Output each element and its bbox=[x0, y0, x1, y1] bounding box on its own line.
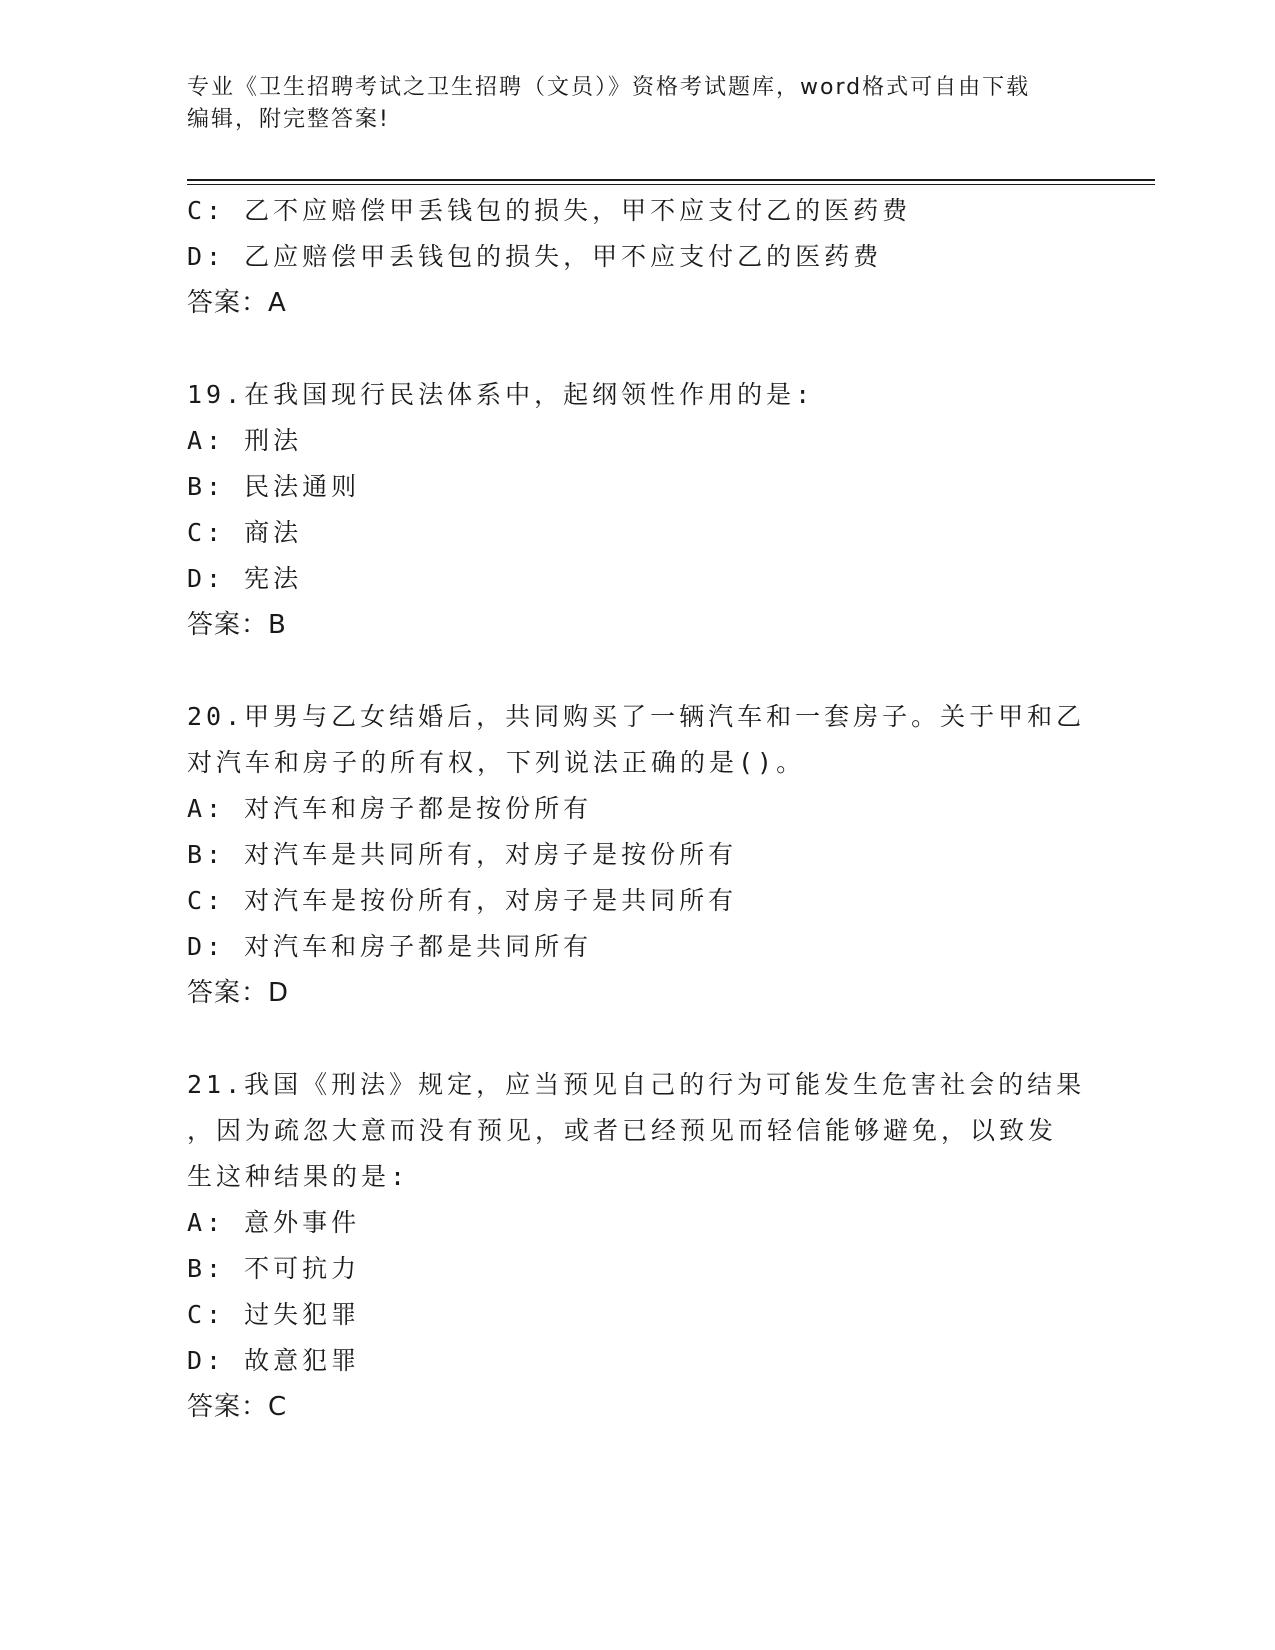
spacer bbox=[187, 648, 1087, 694]
option-d: D: 对汽车和房子都是共同所有 bbox=[187, 932, 593, 961]
question-stem-line-2: 对汽车和房子的所有权，下列说法正确的是()。 bbox=[187, 748, 806, 777]
question-stem-line-1: 21.我国《刑法》规定，应当预见自己的行为可能发生危害社会的结果 bbox=[187, 1070, 1086, 1099]
option-a: A: 对汽车和房子都是按份所有 bbox=[187, 794, 593, 823]
option-d: D: 故意犯罪 bbox=[187, 1346, 361, 1375]
answer-label: 答案：B bbox=[187, 610, 287, 640]
answer-label: 答案：A bbox=[187, 288, 287, 318]
option-c: C: 过失犯罪 bbox=[187, 1300, 361, 1329]
question-block-21 bbox=[187, 1062, 1087, 1430]
option-b: B: 民法通则 bbox=[187, 472, 361, 501]
question-list bbox=[187, 188, 1087, 1430]
header-divider-thin bbox=[187, 184, 1155, 185]
question-stem: 19.在我国现行民法体系中，起纲领性作用的是: bbox=[187, 380, 815, 409]
option-c: C: 乙不应赔偿甲丢钱包的损失，甲不应支付乙的医药费 bbox=[187, 196, 912, 225]
option-b: B: 对汽车是共同所有，对房子是按份所有 bbox=[187, 840, 738, 869]
answer-label: 答案：D bbox=[187, 978, 290, 1008]
option-b: B: 不可抗力 bbox=[187, 1254, 361, 1283]
option-a: A: 刑法 bbox=[187, 426, 303, 455]
header-divider-thick bbox=[187, 179, 1155, 181]
question-block-20 bbox=[187, 694, 1087, 1016]
option-d: D: 宪法 bbox=[187, 564, 303, 593]
option-a: A: 意外事件 bbox=[187, 1208, 361, 1237]
answer-label: 答案：C bbox=[187, 1392, 288, 1422]
option-c: C: 对汽车是按份所有，对房子是共同所有 bbox=[187, 886, 738, 915]
header-title-line-1: 专业《卫生招聘考试之卫生招聘（文员）》资格考试题库，word格式可自由下载 bbox=[187, 75, 1031, 100]
spacer bbox=[187, 1016, 1087, 1062]
option-d: D: 乙应赔偿甲丢钱包的损失，甲不应支付乙的医药费 bbox=[187, 242, 883, 271]
question-block-prev bbox=[187, 188, 1087, 326]
option-c: C: 商法 bbox=[187, 518, 303, 547]
spacer bbox=[187, 326, 1087, 372]
question-stem-line-1: 20.甲男与乙女结婚后，共同购买了一辆汽车和一套房子。关于甲和乙 bbox=[187, 702, 1086, 731]
question-stem-line-3: 生这种结果的是: bbox=[187, 1162, 410, 1191]
document-header bbox=[187, 72, 1087, 136]
question-block-19 bbox=[187, 372, 1087, 648]
header-title-line-2: 编辑，附完整答案! bbox=[187, 107, 390, 132]
question-stem-line-2: ，因为疏忽大意而没有预见，或者已经预见而轻信能够避免，以致发 bbox=[187, 1116, 1058, 1145]
